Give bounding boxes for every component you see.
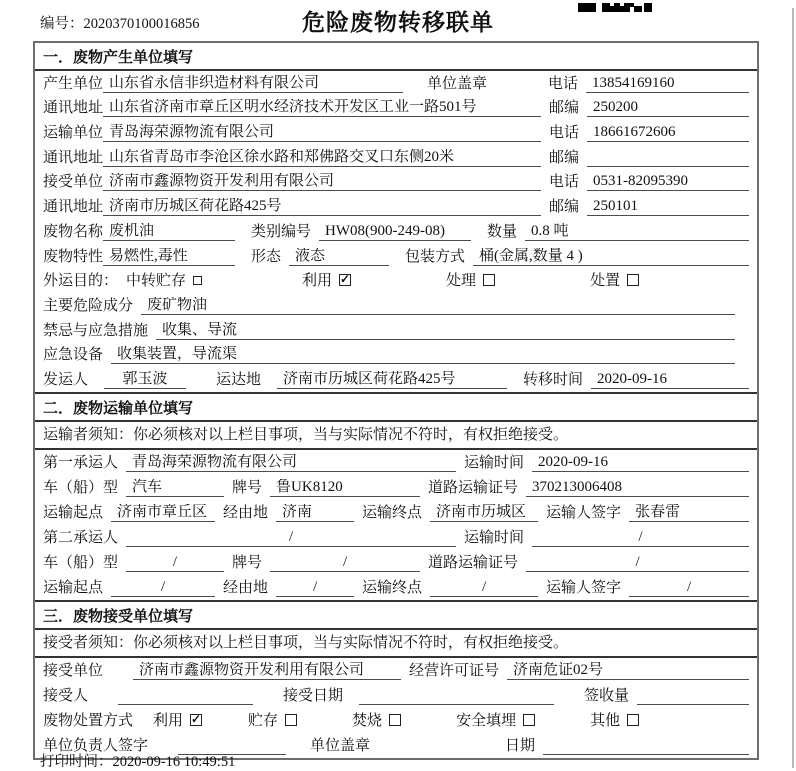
emergency-label: 禁忌与应急措施 — [43, 322, 149, 339]
producer-unit-value: 山东省永信非织造材料有限公司 — [103, 75, 403, 93]
start1-label: 运输起点 — [43, 504, 104, 521]
disposal-option-landfill — [456, 713, 535, 730]
carrier2-value: / — [126, 529, 456, 547]
character-value: 易燃性,毒性 — [103, 248, 235, 266]
purpose-option-utilize — [302, 273, 351, 290]
vehicle1-label: 车（船）型 — [43, 479, 119, 496]
row-carrier1 — [35, 450, 757, 475]
packing-value: 桶(金属,数量 4 ) — [473, 248, 749, 266]
date2-label: 日期 — [505, 737, 536, 754]
form-value: 液态 — [289, 248, 389, 266]
section3-heading: 三．废物接受单位填写 — [35, 600, 757, 630]
addr3-value: 济南市历城区荷花路425号 — [103, 198, 541, 216]
character-label: 废物特性 — [43, 248, 104, 265]
code-label: 类别编号 — [251, 223, 312, 240]
acceptor-value — [118, 704, 253, 705]
permit2-label: 道路运输证号 — [428, 554, 519, 571]
time2-value: / — [532, 529, 749, 547]
phone1-value: 13854169160 — [586, 75, 749, 93]
checkbox-unchecked-icon — [627, 274, 639, 286]
permit1-label: 道路运输证号 — [428, 479, 519, 496]
license-value: 济南危证02号 — [507, 662, 749, 680]
serial-value: 2020370100016856 — [83, 16, 200, 32]
carrier1-label: 第一承运人 — [43, 454, 119, 471]
zip3-value: 250101 — [587, 198, 749, 216]
plate1-label: 牌号 — [232, 479, 263, 496]
start1-value: 济南市章丘区 — [111, 504, 215, 522]
transporter-notice: 运输者须知：你必须核对以上栏目事项，当与实际情况不符时，有权拒绝接受。 — [35, 422, 757, 450]
row-disposal-method — [35, 708, 757, 733]
zip3-label: 邮编 — [549, 199, 580, 216]
receiver-value: 济南市鑫源物资开发利用有限公司 — [103, 173, 541, 191]
checkbox-unchecked-icon — [627, 714, 639, 726]
zip1-label: 邮编 — [549, 100, 580, 117]
addr2-value: 山东省青岛市李沧区徐水路和郑佛路交叉口东侧20米 — [103, 149, 541, 167]
accept-date-label: 接受日期 — [283, 687, 344, 704]
unit-seal2-label: 单位盖章 — [310, 737, 371, 754]
amount-value — [637, 704, 749, 705]
unit-seal-label: 单位盖章 — [427, 75, 488, 92]
via2-value: / — [276, 579, 354, 597]
receive-unit-label: 接受单位 — [43, 662, 104, 679]
row-route2 — [35, 575, 757, 600]
transfer-time-label: 转移时间 — [523, 371, 584, 388]
row-carrier2 — [35, 525, 757, 550]
code-value: HW08(900-249-08) — [319, 223, 471, 241]
permit1-value: 370213006408 — [526, 479, 749, 497]
serial-label: 编号： — [40, 16, 84, 32]
form-label: 形态 — [251, 248, 282, 265]
zip1-value: 250200 — [587, 99, 749, 117]
dest-label: 运达地 — [216, 371, 262, 388]
row-producer-address — [35, 96, 757, 121]
carrier2-label: 第二承运人 — [43, 529, 119, 546]
purpose-label: 外运目的： — [43, 273, 119, 290]
row-receive-unit — [35, 658, 757, 683]
equipment-label: 应急设备 — [43, 347, 104, 364]
section-receiver — [35, 600, 757, 758]
row-producer — [35, 71, 757, 96]
waste-name-value: 废机油 — [103, 223, 235, 241]
addr1-label: 通讯地址 — [43, 100, 104, 117]
sign2-value: / — [629, 579, 749, 597]
receive-unit-value: 济南市鑫源物资开发利用有限公司 — [133, 662, 401, 680]
row-waste-character — [35, 244, 757, 269]
row-receiver-address — [35, 194, 757, 219]
transporter-value: 青岛海荣源物流有限公司 — [103, 124, 541, 142]
transporter-label: 运输单位 — [43, 125, 104, 142]
acceptor-label: 接受人 — [43, 687, 89, 704]
purpose-option-treat — [446, 273, 495, 290]
checkbox-unchecked-icon — [193, 276, 202, 285]
purpose-dispose-label: 处置 — [590, 273, 621, 290]
section-producer — [35, 43, 757, 392]
hazard-label: 主要危险成分 — [43, 297, 134, 314]
time2-label: 运输时间 — [464, 529, 525, 546]
qty-label: 数量 — [487, 223, 518, 240]
disposal-option-store — [248, 713, 297, 730]
row-transporter — [35, 120, 757, 145]
disposal-option-other — [590, 713, 639, 730]
phone2-label: 电话 — [549, 125, 580, 142]
section2-heading: 二．废物运输单位填写 — [35, 392, 757, 422]
document-header — [0, 0, 796, 41]
section1-heading: 一．废物产生单位填写 — [35, 43, 757, 71]
start2-value: / — [111, 579, 215, 597]
print-time-value: 2020-09-16 10:49:51 — [112, 754, 236, 770]
row-equipment — [35, 343, 757, 368]
phone2-value: 18661672606 — [587, 124, 749, 142]
packing-label: 包装方式 — [405, 248, 466, 265]
equipment-value: 收集装置，导流渠 — [111, 346, 735, 364]
row-emergency — [35, 318, 757, 343]
zip2-value — [587, 166, 749, 167]
row-receiver — [35, 170, 757, 195]
phone3-value: 0531-82095390 — [587, 173, 749, 191]
page-title: 危险废物转移联单 — [302, 9, 494, 35]
emergency-value: 收集、导流 — [156, 322, 735, 340]
vehicle2-label: 车（船）型 — [43, 554, 119, 571]
accept-date-value — [359, 704, 554, 705]
row-shipper — [35, 367, 757, 392]
disposal-incinerate-label: 焚烧 — [352, 712, 383, 729]
end2-value: / — [430, 579, 538, 597]
checkbox-checked-icon — [339, 274, 351, 286]
checkbox-unchecked-icon — [389, 714, 401, 726]
qr-code-fragment — [578, 0, 652, 9]
row-vehicle2 — [35, 550, 757, 575]
shipper-label: 发运人 — [43, 371, 89, 388]
shipper-value: 郭玉波 — [104, 371, 186, 389]
checkbox-checked-icon — [190, 714, 202, 726]
permit2-value: / — [526, 554, 749, 572]
phone1-label: 电话 — [548, 75, 579, 92]
purpose-option-transfer-storage — [126, 273, 202, 290]
qty-value: 0.8 吨 — [525, 223, 749, 241]
carrier1-value: 青岛海荣源物流有限公司 — [126, 454, 456, 472]
receiver-notice: 接受者须知：你必须核对以上栏目事项，当与实际情况不符时，有权拒绝接受。 — [35, 630, 757, 658]
purpose-treat-label: 处理 — [446, 273, 477, 290]
dest-value: 济南市历城区荷花路425号 — [277, 371, 507, 389]
purpose-utilize-label: 利用 — [302, 273, 333, 290]
via1-label: 经由地 — [223, 504, 269, 521]
zip2-label: 邮编 — [549, 149, 580, 166]
disposal-store-label: 贮存 — [248, 712, 279, 729]
time1-label: 运输时间 — [464, 454, 525, 471]
checkbox-unchecked-icon — [523, 714, 535, 726]
producer-unit-label: 产生单位 — [43, 75, 104, 92]
checkbox-unchecked-icon — [483, 274, 495, 286]
row-vehicle1 — [35, 475, 757, 500]
row-transporter-address — [35, 145, 757, 170]
license-label: 经营许可证号 — [409, 662, 500, 679]
row-purpose — [35, 269, 757, 294]
disposal-option-incinerate — [352, 713, 401, 730]
section-transporter — [35, 392, 757, 600]
start2-label: 运输起点 — [43, 579, 104, 596]
disposal-utilize-label: 利用 — [153, 712, 184, 729]
sign2-label: 运输人签字 — [546, 579, 622, 596]
addr3-label: 通讯地址 — [43, 199, 104, 216]
via1-value: 济南 — [276, 504, 354, 522]
plate2-value: / — [270, 554, 420, 572]
scan-page-edge — [792, 8, 794, 768]
time1-value: 2020-09-16 — [532, 454, 749, 472]
disposal-landfill-label: 安全填埋 — [456, 712, 517, 729]
hazard-value: 废矿物油 — [141, 297, 735, 315]
date2-value — [543, 754, 749, 755]
row-waste-name — [35, 219, 757, 244]
amount-label: 签收量 — [584, 687, 630, 704]
receiver-label: 接受单位 — [43, 174, 104, 191]
addr1-value: 山东省济南市章丘区明水经济技术开发区工业一路501号 — [103, 99, 541, 117]
plate1-value: 鲁UK8120 — [270, 479, 420, 497]
disposal-other-label: 其他 — [590, 712, 621, 729]
responsible-sign-label: 单位负责人签字 — [43, 737, 149, 754]
checkbox-unchecked-icon — [285, 714, 297, 726]
addr2-label: 通讯地址 — [43, 149, 104, 166]
purpose-option-dispose — [590, 273, 639, 290]
plate2-label: 牌号 — [232, 554, 263, 571]
print-time-label: 打印时间： — [40, 754, 113, 770]
row-route1 — [35, 500, 757, 525]
disposal-option-utilize — [153, 713, 202, 730]
row-hazard — [35, 293, 757, 318]
sign1-value: 张春雷 — [629, 504, 749, 522]
row-acceptor — [35, 683, 757, 708]
end1-value: 济南市历城区 — [430, 504, 538, 522]
transfer-form — [33, 41, 759, 760]
phone3-label: 电话 — [549, 174, 580, 191]
waste-name-label: 废物名称 — [43, 223, 104, 240]
via2-label: 经由地 — [223, 579, 269, 596]
end1-label: 运输终点 — [362, 504, 423, 521]
purpose-transfer-storage-label: 中转贮存 — [126, 273, 187, 290]
sign1-label: 运输人签字 — [546, 504, 622, 521]
vehicle1-value: 汽车 — [126, 479, 224, 497]
vehicle2-value: / — [126, 554, 224, 572]
disposal-label: 废物处置方式 — [43, 712, 134, 729]
transfer-time-value: 2020-09-16 — [591, 371, 749, 389]
end2-label: 运输终点 — [362, 579, 423, 596]
